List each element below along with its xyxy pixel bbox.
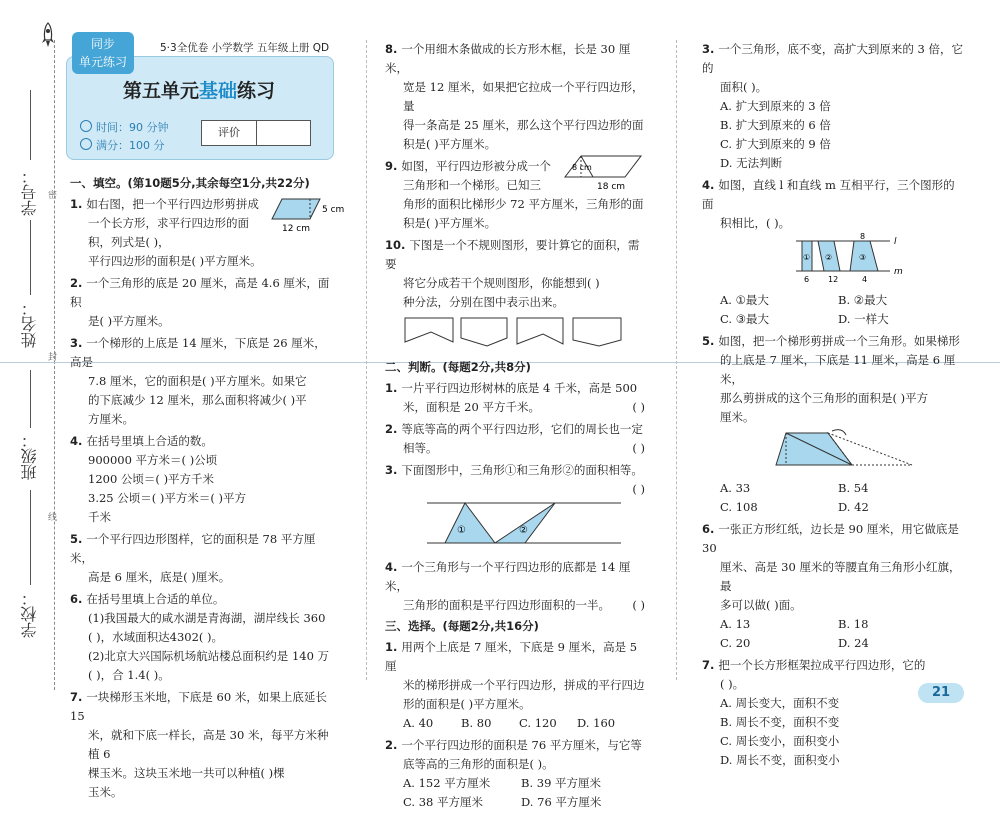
option-b[interactable]: B. 周长不变，面积不变	[720, 715, 840, 729]
q-number: 2.	[385, 422, 398, 436]
q-number: 4.	[702, 178, 715, 192]
q-text: 一个梯形的上底是 14 厘米，下底是 26 厘米，高是	[70, 336, 326, 369]
q-number: 3.	[385, 463, 398, 477]
option-a[interactable]: A. ①最大	[720, 293, 769, 307]
option-d[interactable]: D. 周长不变，面积变小	[720, 753, 840, 767]
option-b[interactable]: B. 39 平方厘米	[521, 776, 602, 790]
badge-line1: 同步	[90, 37, 115, 51]
q-text: 是( )平方厘米。	[88, 314, 170, 328]
q-text: 下图是一个不规则图形，要计算它的面积，需要	[385, 238, 640, 271]
q-text: 的上底是 7 厘米，下底是 11 厘米，高是 6 厘米，	[720, 353, 956, 386]
triangles-figure	[425, 499, 625, 549]
q-text: ( )。	[720, 677, 745, 691]
q-number: 9.	[385, 159, 398, 173]
choice-1	[385, 638, 645, 733]
q-text: 1200 公顷＝( )平方千米	[88, 472, 215, 486]
q-text: 千米	[88, 510, 111, 524]
answer-paren[interactable]: ( )	[632, 441, 645, 455]
trapezoid-cut-figure	[772, 427, 932, 473]
irregular-shape	[517, 318, 563, 344]
option-a[interactable]: A. 152 平方厘米	[403, 776, 491, 790]
q-text: ( )，合 1.4( )。	[88, 668, 170, 682]
q-text: 多可以做( )面。	[720, 598, 802, 612]
judge-2	[385, 420, 645, 458]
q-text: (1)我国最大的咸水湖是青海湖，湖岸线长 360	[88, 611, 326, 625]
section-fill-title: 一、填空。(第10题5分,其余每空1分,共22分)	[70, 176, 310, 190]
q-text: 种分法，分别在图中表示出来。	[403, 295, 564, 309]
option-d[interactable]: D. 24	[838, 636, 869, 650]
q-number: 5.	[70, 532, 83, 546]
class-label: 班级：	[20, 432, 39, 480]
column-divider	[366, 40, 367, 680]
judge-3	[385, 461, 645, 555]
choice-7	[702, 656, 964, 770]
q-text: 7.8 厘米，它的面积是( )平方厘米。如果它	[88, 374, 307, 388]
q-text: 一个三角形，底不变，高扩大到原来的 3 倍，它的	[702, 42, 964, 75]
score-info	[80, 137, 165, 153]
fig-top-label: 8	[860, 232, 866, 241]
q-number: 2.	[385, 738, 398, 752]
triangle-1-label: ①	[457, 525, 466, 536]
question-7	[70, 688, 335, 802]
q-text: 厘米。	[720, 410, 755, 424]
q-text: 900000 平方米＝( )公顷	[88, 453, 218, 467]
q-text: 面积( )。	[720, 80, 768, 94]
q-text: 积，列式是( )，	[88, 235, 170, 249]
q-text: 在括号里填上合适的单位。	[86, 592, 225, 606]
q-text: 如图，平行四边形被分成一个	[401, 159, 551, 173]
q-text: 一块梯形玉米地，下底是 60 米，如果上底延长 15	[70, 690, 327, 723]
q-text: 将它分成若干个规则图形，你能想到( )	[403, 276, 600, 290]
option-d[interactable]: D. 一样大	[838, 312, 889, 326]
fig-base3-label: 4	[862, 275, 868, 284]
line-l-label: l	[894, 237, 897, 247]
irregular-shape	[461, 318, 507, 346]
q-text: 宽是 12 厘米，如果把它拉成一个平行四边形，量	[403, 80, 644, 113]
q-text: 平行四边形的面积是( )平方厘米。	[88, 254, 262, 268]
irregular-shape	[573, 318, 621, 346]
evaluation-label: 评价	[202, 121, 257, 145]
shape-3-label: ③	[859, 253, 867, 262]
fig-base1-label: 6	[804, 275, 810, 284]
q-text: 把一个长方形框架拉成平行四边形，它的	[718, 658, 926, 672]
seal-char-feng: 封	[48, 353, 58, 363]
question-3	[70, 334, 335, 429]
judge-1	[385, 379, 645, 417]
option-c[interactable]: C. 108	[720, 500, 758, 514]
school-label: 学校：	[20, 590, 39, 638]
answer-paren[interactable]: ( )	[632, 482, 645, 496]
q-text: 积是( )平方厘米。	[403, 137, 497, 151]
school-line[interactable]	[30, 490, 31, 585]
fig-width-label: 12 cm	[281, 224, 311, 234]
q-text: 角形的面积比梯形少 72 平方厘米，三角形的面	[403, 197, 644, 211]
choice-5	[702, 332, 964, 517]
fig-height-label: 8 cm	[572, 163, 592, 172]
line-m-label: m	[894, 267, 903, 277]
q-text: 等底等高的两个平行四边形，它们的周长也一定	[401, 422, 643, 436]
q-number: 1.	[385, 640, 398, 654]
q-text: 米，就和下底一样长，高是 30 米，每平方米种植 6	[88, 728, 329, 761]
answer-paren[interactable]: ( )	[632, 598, 645, 612]
q-text: 用两个上底是 7 厘米，下底是 9 厘米，高是 5 厘	[385, 640, 638, 673]
q-text: 相等。	[403, 441, 438, 455]
question-10	[385, 236, 645, 356]
q-text: 玉米。	[88, 785, 123, 799]
q-text: 棵玉米。这块玉米地一共可以种植( )棵	[88, 766, 285, 780]
choice-2	[385, 736, 645, 812]
option-d[interactable]: D. 160	[577, 716, 616, 730]
option-b[interactable]: B. 18	[838, 617, 869, 631]
option-a[interactable]: A. 13	[720, 617, 751, 631]
badge-line2: 单元练习	[78, 55, 127, 69]
parallel-lines-figure	[794, 233, 904, 285]
option-c[interactable]: C. 周长变小，面积变小	[720, 734, 840, 748]
q-text: 米，面积是 20 平方千米。	[403, 400, 540, 414]
section-choice-title: 三、选择。(每题2分,共16分)	[385, 619, 539, 633]
option-c[interactable]: C. 20	[720, 636, 751, 650]
series-line: 5·3全优卷 小学数学 五年级上册 QD	[160, 42, 330, 54]
choice-4	[702, 176, 964, 329]
q-text: 积相比，( )。	[720, 216, 791, 230]
time-text: 时间：90 分钟	[96, 121, 169, 134]
q-text: 三角形和一个梯形。已知三	[403, 178, 541, 192]
title-pre: 第五单元	[122, 80, 199, 102]
question-5	[70, 530, 335, 587]
option-b[interactable]: B. 80	[461, 716, 492, 730]
question-2	[70, 274, 335, 331]
q-number: 5.	[702, 334, 715, 348]
check-icon	[80, 138, 92, 150]
option-c[interactable]: C. 扩大到原来的 9 倍	[720, 137, 831, 151]
page-title	[66, 76, 332, 103]
column-divider	[676, 40, 677, 680]
q-number: 8.	[385, 42, 398, 56]
fig-height-label: 5 cm	[322, 205, 345, 215]
irregular-shape	[405, 318, 453, 342]
question-4	[70, 432, 335, 527]
q-text: 一张正方形红纸，边长是 90 厘米，用它做底是 30	[702, 522, 959, 555]
column-2	[385, 40, 645, 815]
q-text: 积是( )平方厘米。	[403, 216, 497, 230]
column-1	[70, 175, 345, 805]
q-text: 高是 6 厘米，底是( )厘米。	[88, 570, 231, 584]
option-a[interactable]: A. 33	[720, 481, 751, 495]
q-text: 一个平行四边形的面积是 76 平方厘米，与它等	[401, 738, 642, 752]
option-b[interactable]: B. ②最大	[838, 293, 888, 307]
q-number: 7.	[70, 690, 83, 704]
question-6	[70, 590, 335, 685]
q-text: 那么剪拼成的这个三角形的面积是( )平方	[720, 391, 929, 405]
student-number-line[interactable]	[30, 90, 31, 160]
q-text: 一片平行四边形树林的底是 4 千米，高是 500	[401, 381, 638, 395]
shape-1-label: ①	[803, 253, 811, 262]
option-c[interactable]: C. 120	[519, 716, 557, 730]
seal-dashed-line	[54, 40, 55, 690]
q-number: 4.	[70, 434, 83, 448]
q-text: 如图，直线 l 和直线 m 互相平行，三个图形的面	[702, 178, 955, 211]
judge-4	[385, 558, 645, 615]
question-9	[385, 157, 645, 233]
parallelogram-figure	[268, 195, 345, 235]
option-a[interactable]: A. 扩大到原来的 3 倍	[720, 99, 831, 113]
q-text: 下面图形中，三角形①和三角形②的面积相等。	[401, 463, 643, 477]
q-text: 3.25 公顷＝( )平方米＝( )平方	[88, 491, 247, 505]
seal-char-xian: 线	[48, 513, 58, 523]
option-d[interactable]: D. 42	[838, 500, 869, 514]
q-number: 1.	[385, 381, 398, 395]
q-text: 方厘米。	[88, 412, 134, 426]
q-text: ( )，水域面积达4302( )。	[88, 630, 224, 644]
q-text: 一个用细木条做成的长方形木框，长是 30 厘米，	[385, 42, 631, 75]
sync-badge	[72, 32, 134, 74]
q-text: 形的面积是( )平方厘米。	[403, 697, 531, 711]
q-text: 米的梯形拼成一个平行四边形，拼成的平行四边	[403, 678, 645, 692]
q-text: 如右图，把一个平行四边形剪拼成	[86, 197, 259, 211]
q-text: 如图，把一个梯形剪拼成一个三角形。如果梯形	[718, 334, 960, 348]
option-b[interactable]: B. 扩大到原来的 6 倍	[720, 118, 831, 132]
option-c[interactable]: C. 38 平方厘米	[403, 795, 483, 809]
q-text: 一个三角形的底是 20 厘米，高是 4.6 厘米，面积	[70, 276, 330, 309]
q-text: (2)北京大兴国际机场航站楼总面积约是 140 万	[88, 649, 330, 663]
q-text: 一个平行四边形图样，它的面积是 78 平方厘米，	[70, 532, 316, 565]
shape-2-label: ②	[825, 253, 833, 262]
choice-3	[702, 40, 964, 173]
binding-strip	[0, 0, 62, 730]
q-text: 厘米、高是 30 厘米的等腰直角三角形小红旗，最	[720, 560, 961, 593]
section-judge-title: 二、判断。(每题2分,共8分)	[385, 360, 531, 374]
irregular-shapes-figure	[403, 312, 663, 350]
column-3	[702, 40, 964, 773]
class-line[interactable]	[30, 370, 31, 428]
page-number: 21	[918, 683, 964, 703]
q-text: 在括号里填上合适的数。	[86, 434, 213, 448]
option-d[interactable]: D. 无法判断	[720, 156, 783, 170]
score-text: 满分：100 分	[96, 139, 165, 152]
evaluation-box	[201, 120, 311, 146]
fig-base2-label: 12	[828, 275, 839, 284]
q-number: 1.	[70, 197, 83, 211]
q-number: 7.	[702, 658, 715, 672]
title-post: 练习	[237, 80, 276, 102]
option-d[interactable]: D. 76 平方厘米	[521, 795, 602, 809]
q-text: 的下底减少 12 厘米，那么面积将减少( )平	[88, 393, 307, 407]
choice-6	[702, 520, 964, 653]
parallelogram-split-figure	[563, 153, 647, 193]
q-text: 一个三角形与一个平行四边形的底都是 14 厘米，	[385, 560, 631, 593]
answer-paren[interactable]: ( )	[632, 400, 645, 414]
seal-char-mi: 密	[48, 191, 58, 201]
clock-icon	[80, 120, 92, 132]
q-number: 3.	[702, 42, 715, 56]
option-a[interactable]: A. 周长变大，面积不变	[720, 696, 840, 710]
q-number: 4.	[385, 560, 398, 574]
option-a[interactable]: A. 40	[403, 716, 434, 730]
q-number: 3.	[70, 336, 83, 350]
q-number: 2.	[70, 276, 83, 290]
option-c[interactable]: C. ③最大	[720, 312, 770, 326]
q-number: 10.	[385, 238, 406, 252]
question-8	[385, 40, 645, 154]
q-number: 6.	[702, 522, 715, 536]
student-number-label: 学号：	[20, 168, 39, 216]
title-highlight: 基础	[198, 80, 237, 102]
q-text: 一个长方形，求平行四边形的面	[88, 216, 249, 230]
q-number: 6.	[70, 592, 83, 606]
q-text: 底等高的三角形的面积是( )。	[403, 757, 554, 771]
option-b[interactable]: B. 54	[838, 481, 869, 495]
question-1	[70, 195, 345, 271]
q-text: 三角形的面积是平行四边形面积的一半。	[403, 598, 610, 612]
triangle-2-label: ②	[519, 525, 528, 536]
fig-width-label: 18 cm	[597, 182, 626, 192]
name-label: 姓名：	[20, 300, 39, 348]
name-line[interactable]	[30, 220, 31, 295]
time-info	[80, 119, 169, 135]
q-text: 得一条高是 25 厘米，那么这个平行四边形的面	[403, 118, 644, 132]
